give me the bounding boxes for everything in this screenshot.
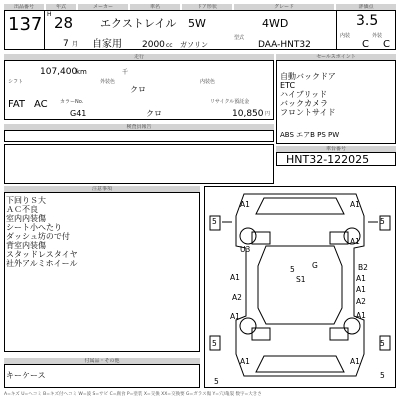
mileage-value: 107,400 [40,67,78,77]
score-header: 評価点 [336,4,396,10]
use: 自家用 [92,39,122,50]
grade: 4WD [262,17,289,30]
point-item: 社外アルミホイール [6,259,78,268]
map-num5: 5 [212,217,217,226]
point-item: 下回りＳ大 [6,196,46,205]
recycle-value: 10,850 [232,109,264,119]
equip-list [280,72,336,117]
mileage-header: 走行 [4,54,274,60]
damage-mark: A1 [356,285,366,294]
point-item: シート小へたり [6,223,62,232]
point-item: ＡＣ不良 [6,205,38,214]
equip-item: バックカメラ [280,99,328,108]
doors: 5W [188,17,206,30]
points-list [6,196,78,268]
equip-header: セールスポイント [276,54,396,60]
car-diagram [204,186,396,388]
map-mid: 5 [290,265,295,274]
grade-header: グレード [234,4,334,10]
damage-mark: A1 [350,357,360,366]
maker-header: メーカー [78,4,128,10]
equip-item: ETC [280,81,296,90]
fuel: ガソリン [180,41,208,49]
points-header: 注意事項 [4,186,200,192]
damage-mark: B2 [358,263,368,272]
inspection-box [4,144,274,184]
damage-mark: S1 [296,275,306,284]
frame-label: 車台番号 [276,146,396,152]
color-value: クロ [130,85,146,94]
map-num5: 5 [212,339,217,348]
model-code-label: 型式 [234,35,245,41]
car-name: エクストレイル [100,17,177,30]
damage-mark: A1 [350,200,360,209]
recycle-label: リサイクル預託金 [210,99,250,105]
shift: FAT [8,99,26,110]
equip-item: 自動バックドア [280,72,336,81]
damage-mark: A2 [356,297,366,306]
recycle-unit: 円 [265,111,271,117]
damage-mark: A1 [230,273,240,282]
point-item: 背室内装傷 [6,241,46,250]
score: 3.5 [356,13,379,29]
damage-mark: A2 [232,293,242,302]
map-num5: 5 [214,377,219,386]
mileage-unit: km [76,68,87,76]
ext-label: 外装 [372,33,383,39]
extras-header: 付属品・その他 [4,358,200,364]
extras-item: キーケース [6,371,46,380]
damage-mark: A1 [356,311,366,320]
damage-mark: A1 [230,312,240,321]
year: 28 [54,14,74,32]
cc: 2000 [142,40,165,50]
damage-mark: G [312,261,318,270]
year-header: 年式 [46,4,76,10]
damage-mark: A1 [240,357,250,366]
map-num5: 5 [380,339,385,348]
damage-mark: U3 [240,245,251,254]
equip-item: ハイブリッド [280,90,328,99]
point-item: スタッドレスタイヤ [6,250,78,259]
color-label: 外装色 [100,79,116,85]
cc-unit: cc [166,42,173,49]
mileage-yen: 千 [122,69,129,76]
int-grade: C [362,39,369,50]
frame-number: HNT32-122025 [286,153,370,166]
ac: AC [34,99,48,110]
legend-footer: A=キズ U=ヘコミ B=キズ付ヘコミ W=波 S=サビ C=腐食 P=塗装 X=交換 XX=交換要 G=ガラス傷 Y=穴/亀裂 数字=大きさ [4,392,262,397]
equip-line: ABS エアB PS PW [280,131,340,139]
map-num5: 5 [380,371,385,380]
point-item: ダッシュ坊ので付 [6,232,70,241]
shift-label: シフト [8,79,24,85]
damage-mark: A1 [356,274,366,283]
trim-label: 内装色 [200,79,216,85]
damage-mark: A1 [350,237,360,246]
ext-grade: C [383,39,390,50]
color-no: G41 [70,109,87,118]
doors-header: ドア形状 [182,4,232,10]
damage-mark: A1 [240,200,250,209]
color-no-label: カラーNo. [60,99,84,105]
lot-number: 137 [8,14,43,35]
int-label: 内装 [340,33,351,39]
month-unit: 月 [72,41,79,48]
lot-header: 出品番号 [4,4,44,10]
era: H [47,11,52,18]
map-num5: 5 [380,217,385,226]
trim-color: クロ [146,109,162,118]
point-item: 室内内装傷 [6,214,46,223]
inspection-header: 検査員報告 [4,124,274,130]
month: 7 [63,39,69,49]
model-header: 車名 [130,4,180,10]
model-code: DAA-HNT32 [258,40,311,50]
equip-item: フロントサイド [280,108,336,117]
